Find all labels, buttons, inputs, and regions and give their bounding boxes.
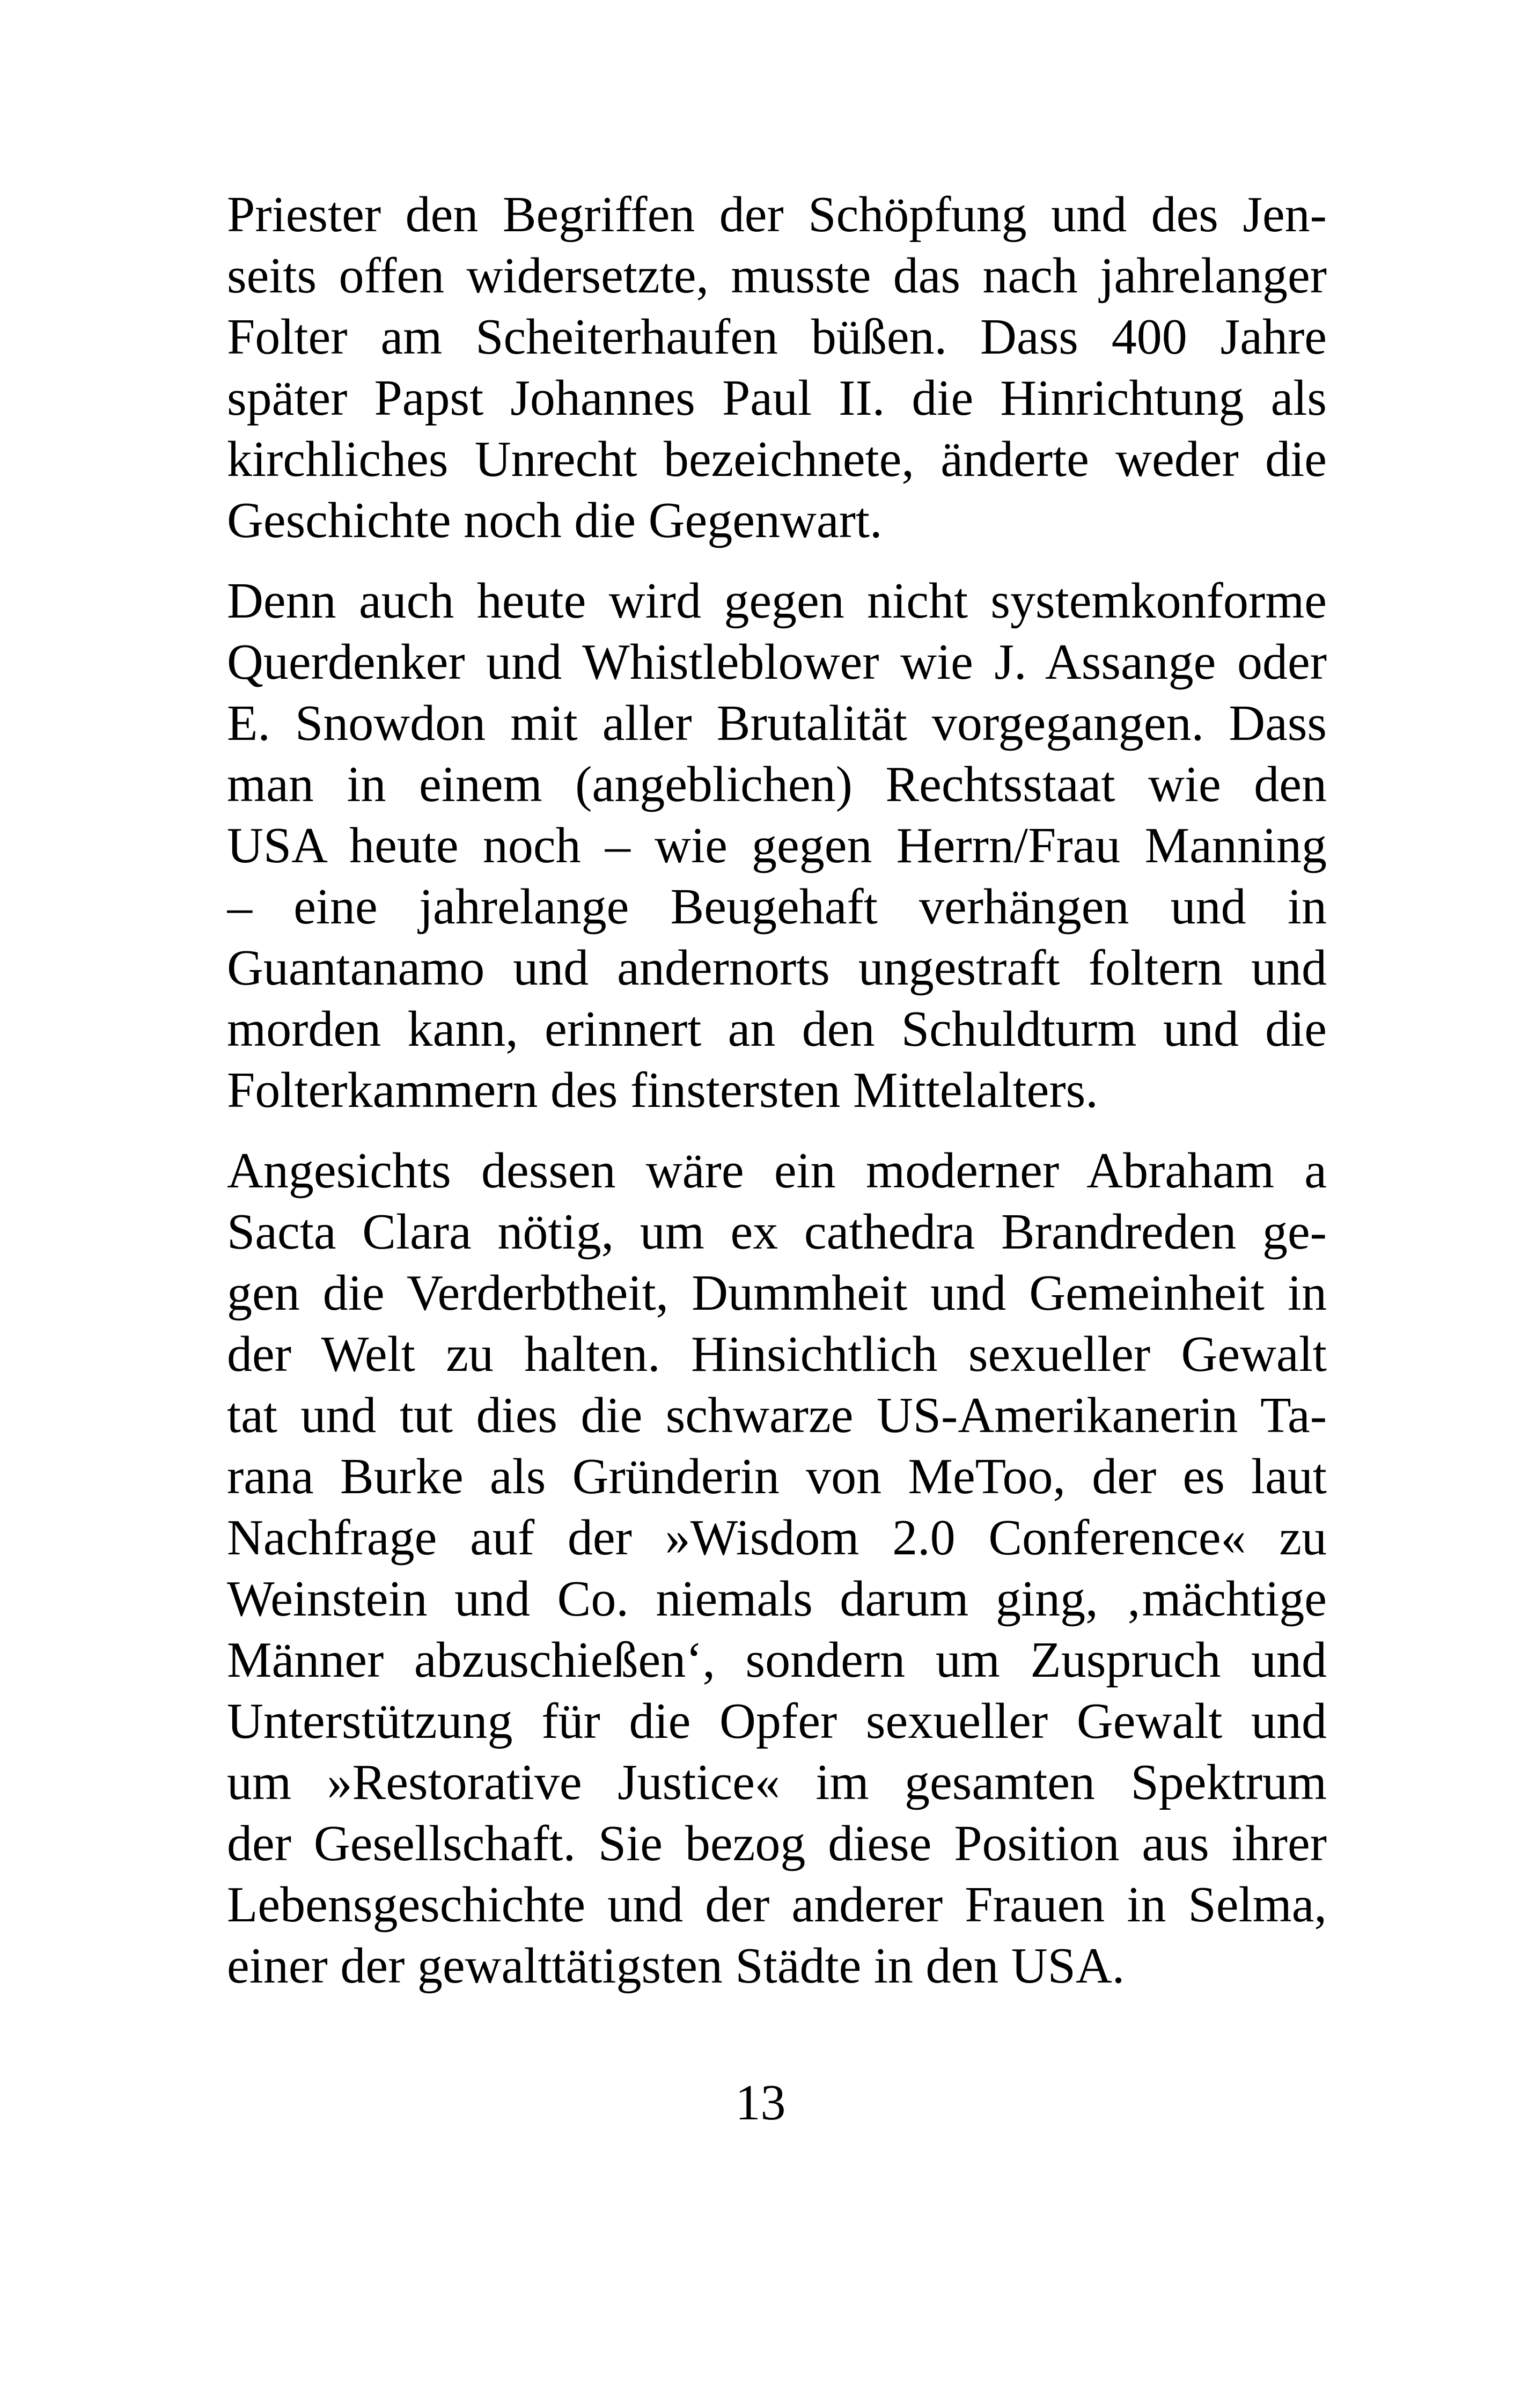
body-text (227, 184, 1327, 2016)
text-line: Sacta Clara nötig, um ex cathedra Brandreden ge- (227, 1204, 1327, 1260)
text-line: rana Burke als Gründerin von MeToo, der es laut (227, 1449, 1327, 1504)
text-line: kirchliches Unrecht bezeichnete, änderte weder die (227, 431, 1327, 487)
text-line: der Welt zu halten. Hinsichtlich sexueller Gewalt (227, 1326, 1327, 1382)
text-line: gen die Verderbtheit, Dummheit und Gemeinheit in (227, 1265, 1327, 1321)
paragraph-3 (227, 1140, 1327, 1996)
text-line: morden kann, erinnert an den Schuldturm und die (227, 1001, 1327, 1057)
text-line: USA heute noch – wie gegen Herrn/Frau Manning (227, 818, 1327, 873)
text-line: Nachfrage auf der »Wisdom 2.0 Conference« zu (227, 1510, 1327, 1566)
text-line: Weinstein und Co. niemals darum ging, ‚mächtige (227, 1571, 1327, 1627)
text-line: E. Snowdon mit aller Brutalität vorgegangen. Dass (227, 695, 1327, 751)
text-line: Folterkammern des finstersten Mittelalters. (227, 1062, 1098, 1118)
text-line: tat und tut dies die schwarze US-Amerikanerin Ta- (227, 1387, 1327, 1443)
text-line: man in einem (angeblichen) Rechtsstaat wie den (227, 757, 1327, 812)
text-line: Lebensgeschichte und der anderer Frauen in Selma, (227, 1877, 1327, 1933)
text-line: Querdenker und Whistleblower wie J. Assange oder (227, 634, 1327, 690)
text-line: der Gesellschaft. Sie bezog diese Position aus ihrer (227, 1816, 1327, 1871)
text-line: einer der gewalttätigsten Städte in den USA. (227, 1938, 1125, 1994)
text-line: Angesichts dessen wäre ein moderner Abraham a (227, 1143, 1327, 1199)
text-line: Männer abzuschießen‘, sondern um Zuspruch und (227, 1632, 1327, 1688)
paragraph-2 (227, 570, 1327, 1121)
text-line: Guantanamo und andernorts ungestraft foltern und (227, 940, 1327, 996)
text-line: Priester den Begriffen der Schöpfung und des Jen- (227, 187, 1327, 243)
text-line: – eine jahrelange Beugehaft verhängen und in (227, 879, 1327, 935)
text-line: Unterstützung für die Opfer sexueller Gewalt und (227, 1693, 1327, 1749)
text-line: seits offen widersetzte, musste das nach jahrelanger (227, 248, 1327, 304)
paragraph-1 (227, 184, 1327, 551)
text-line: später Papst Johannes Paul II. die Hinrichtung als (227, 370, 1327, 426)
text-line: Geschichte noch die Gegenwart. (227, 493, 883, 548)
text-line: um »Restorative Justice« im gesamten Spektrum (227, 1754, 1327, 1810)
text-line: Denn auch heute wird gegen nicht systemkonforme (227, 573, 1327, 629)
page-number: 13 (735, 2075, 786, 2131)
text-line: Folter am Scheiterhaufen büßen. Dass 400 Jahre (227, 309, 1327, 365)
